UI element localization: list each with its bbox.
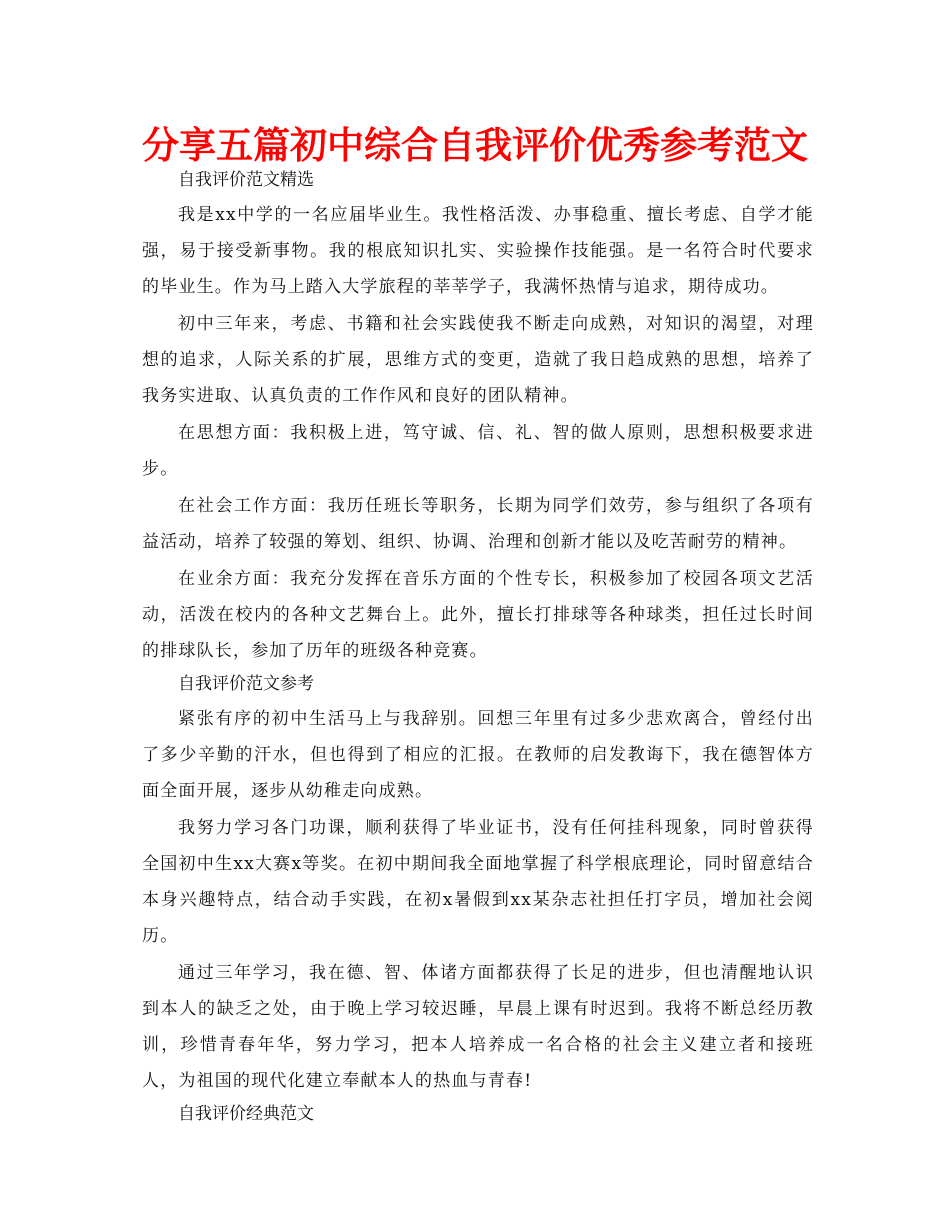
paragraph: 通过三年学习，我在德、智、体诸方面都获得了长足的进步，但也清醒地认识到本人的缺乏之处，由于晚上学习较迟睡，早晨上课有时迟到。我将不断总经历教训，珍惜青春年华，努力学习，把本人培养成一名合格的社会主义建立者和接班人，为祖国的现代化建立奉献本人的热血与青春! [142, 963, 814, 1091]
section-heading: 自我评价范文参考 [178, 674, 314, 694]
paragraph: 我努力学习各门功课，顺利获得了毕业证书，没有任何挂科现象，同时曾获得全国初中生xx大赛x等奖。在初中期间我全面地掌握了科学根底理论，同时留意结合本身兴趣特点，结合动手实践，在初x暑假到xx某杂志社担任打字员，增加社会阅历。 [142, 818, 814, 946]
paragraph: 初中三年来，考虑、书籍和社会实践使我不断走向成熟，对知识的渴望，对理想的追求，人际关系的扩展，思维方式的变更，造就了我日趋成熟的思想，培养了我务实进取、认真负责的工作作风和良好的团队精神。 [142, 314, 814, 406]
paragraph: 在思想方面：我积极上进，笃守诚、信、礼、智的做人原则，思想积极要求进步。 [142, 423, 814, 479]
paragraph: 我是xx中学的一名应届毕业生。我性格活泼、办事稳重、擅长考虑、自学才能强，易于接受新事物。我的根底知识扎实、实验操作技能强。是一名符合时代要求的毕业生。作为马上踏入大学旅程的莘莘学子，我满怀热情与追求，期待成功。 [142, 205, 814, 297]
paragraph: 在社会工作方面：我历任班长等职务，长期为同学们效劳，参与组织了各项有益活动，培养了较强的筹划、组织、协调、治理和创新才能以及吃苦耐劳的精神。 [142, 496, 814, 552]
paragraph: 在业余方面：我充分发挥在音乐方面的个性专长，积极参加了校园各项文艺活动，活泼在校内的各种文艺舞台上。此外，擅长打排球等各种球类，担任过长时间的排球队长，参加了历年的班级各种竞赛。 [142, 569, 814, 661]
paragraph: 紧张有序的初中生活马上与我辞别。回想三年里有过多少悲欢离合，曾经付出了多少辛勤的汗水，但也得到了相应的汇报。在教师的启发教诲下，我在德智体方面全面开展，逐步从幼稚走向成熟。 [142, 709, 814, 801]
document-title: 分享五篇初中综合自我评价优秀参考范文 [142, 124, 808, 167]
section-heading: 自我评价经典范文 [178, 1104, 314, 1124]
section-heading: 自我评价范文精选 [178, 170, 314, 190]
document-body [142, 166, 814, 1131]
